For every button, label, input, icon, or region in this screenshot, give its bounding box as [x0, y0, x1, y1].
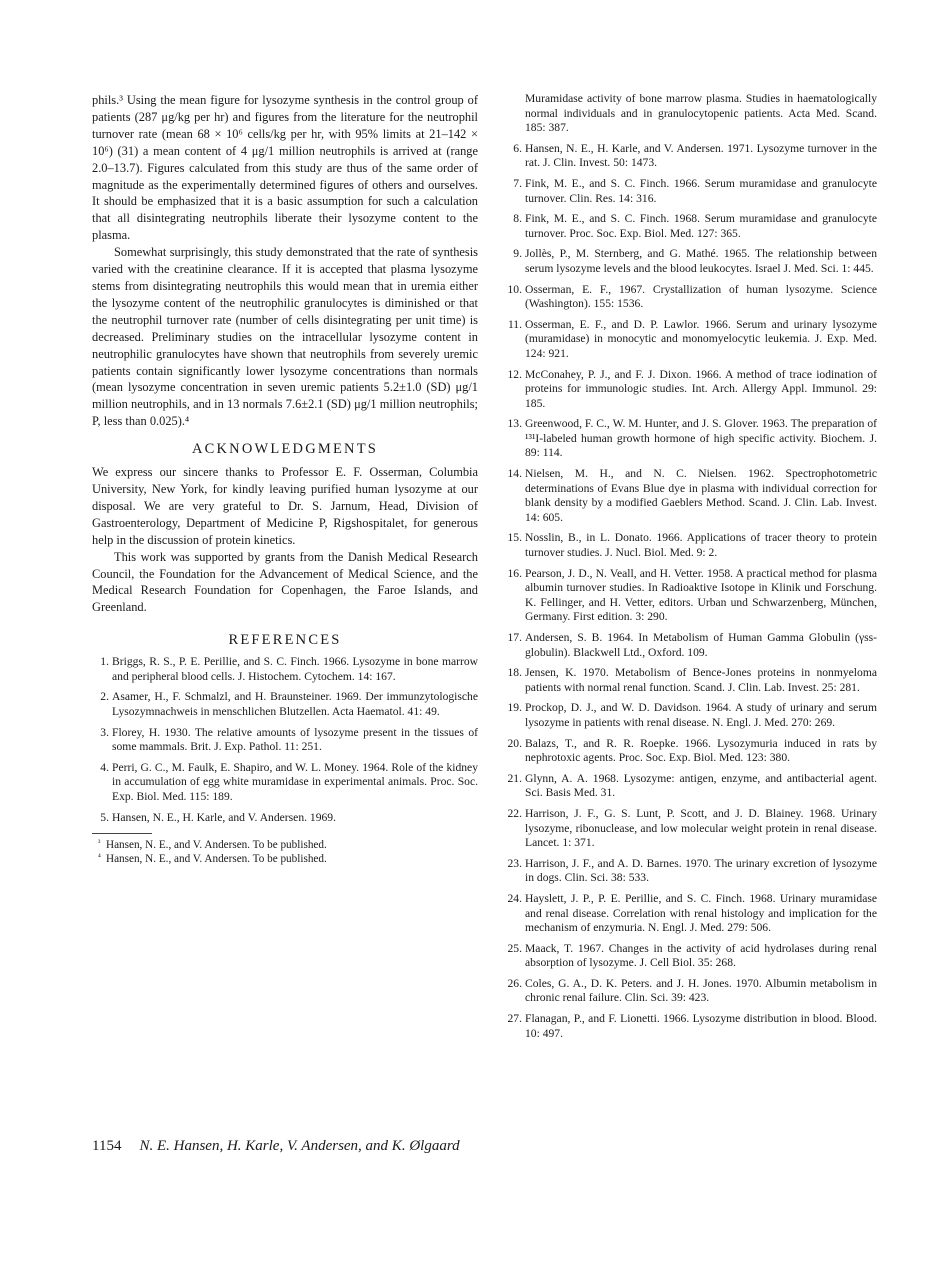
reference-item — [505, 892, 877, 936]
reference-item — [505, 807, 877, 851]
acknowledgments-heading: ACKNOWLEDGMENTS — [191, 441, 379, 458]
reference-number: 2. — [100, 690, 109, 704]
references-list-left — [92, 655, 478, 825]
reference-number: 5. — [100, 810, 109, 824]
footnote-text: Hansen, N. E., and V. Andersen. To be published. — [106, 839, 327, 852]
reference-item — [505, 567, 877, 625]
reference-number: 4. — [100, 760, 109, 774]
reference-item — [505, 531, 877, 560]
reference-item — [505, 1012, 877, 1041]
footnote-3 — [98, 838, 478, 852]
reference-item — [92, 761, 478, 805]
reference-text: Osserman, E. F., and D. P. Lawlor. 1966. Serum and urinary lysozyme (muramidase) in monocytic and monomyelocytic leukemia. J. Exp. Med. 124: 921. — [525, 317, 877, 360]
reference-text: Andersen, S. B. 1964. In Metabolism of Human Gamma Globulin (γss-globulin). Blackwell Ltd., Oxford. 109. — [525, 631, 877, 659]
reference-number: 16. — [507, 566, 522, 580]
reference-text: Jollès, P., M. Sternberg, and G. Mathé. 1965. The relationship between serum lysozyme levels and the blood leukocytes. Israel J. Med. Sci. 1: 445. — [525, 247, 877, 275]
reference-number: 8. — [513, 212, 522, 226]
reference-item — [505, 142, 877, 171]
reference-number: 12. — [507, 367, 522, 381]
reference-item — [505, 631, 877, 660]
reference-item — [505, 977, 877, 1006]
reference-number: 24. — [507, 891, 522, 905]
reference-number: 1. — [100, 655, 109, 669]
reference-number: 11. — [507, 317, 522, 331]
reference-number: 14. — [507, 467, 522, 481]
reference-number: 25. — [507, 941, 522, 955]
reference-text: Hansen, N. E., H. Karle, and V. Andersen. 1971. Lysozyme turnover in the rat. J. Clin. Invest. 50: 1473. — [525, 141, 877, 170]
reference-item — [505, 857, 877, 886]
reference-number: 9. — [513, 247, 522, 261]
reference-text: Pearson, J. D., N. Veall, and H. Vetter. 1958. A practical method for plasma albumin turnover studies. In Radioaktive Isotope in Klinik und Forschung. K. Fellinger, and H. Vetter, editors. Urban und Schwarzenberg, München, Germany. First edition. 3: 290. — [525, 566, 877, 624]
reference-number: 20. — [507, 736, 522, 750]
reference-text: Asamer, H., F. Schmalzl, and H. Braunsteiner. 1969. Der immunzytologische Lysozymnachweis in menschlichen Blutzellen. Acta Haematol. 41: 49. — [112, 690, 478, 719]
reference-text: Fink, M. E., and S. C. Finch. 1966. Serum muramidase and granulocyte turnover. Clin. Res. 14: 316. — [525, 176, 877, 205]
reference-text: Prockop, D. J., and W. D. Davidson. 1964. A study of urinary and serum lysozyme in patients with renal disease. N. Engl. J. Med. 270: 269. — [525, 701, 877, 729]
reference-number: 3. — [100, 725, 109, 739]
reference-item — [505, 283, 877, 312]
reference-text: Balazs, T., and R. R. Roepke. 1966. Lysozymuria induced in rats by nephrotoxic agents. Proc. Soc. Exp. Biol. Med. 123: 380. — [525, 736, 877, 765]
reference-continuation: Muramidase activity of bone marrow plasma. Studies in haematologically normal individuals and in granulocytopenic patients. Acta Med. Scand. 185: 387. — [525, 92, 877, 135]
reference-text: Hansen, N. E., H. Karle, and V. Andersen. 1969. — [112, 810, 336, 824]
reference-item — [505, 701, 877, 730]
acknowledgments-paragraph-1: We express our sincere thanks to Professor E. F. Osserman, Columbia University, New York, for kindly leaving purified human lysozyme at our disposal. We are very grateful to Dr. S. Jarnum, Head, Division of Gastroenterology, Department of Medicine P, Rigshospitalet, for generous help in the discussion of protein kinetics. — [92, 465, 478, 547]
reference-number: 15. — [507, 531, 522, 545]
references-heading: REFERENCES — [228, 632, 342, 649]
reference-text: Harrison, J. F., G. S. Lunt, P. Scott, and J. D. Blainey. 1968. Urinary lysozyme, ribonuclease, and low molecular weight protein in renal disease. Lancet. 1: 371. — [525, 806, 877, 850]
reference-item — [92, 690, 478, 719]
reference-text: Briggs, R. S., P. E. Perillie, and S. C. Finch. 1966. Lysozyme in bone marrow and peripheral blood cells. J. Histochem. Cytochem. 14: 167. — [112, 655, 478, 683]
body-paragraph-1: phils.³ Using the mean figure for lysozyme synthesis in the control group of patients (287 μg/kg per hr) and figures from the literature for the neutrophil turnover rate (mean 68 × 10⁶ cells/kg per hr, with 95% limits at 21–142 × 10⁶) (31) a mean content of 4 μg/1 million neutrophils is arrived at (range 2.0–13.7). Figures calculated from this study are thus of the same order of magnitude as the experimentally determined figures of others and ourselves. It should be emphasized that it is a basic assumption for such a calculation that all disintegrating neutrophils liberate their lysozyme content to the plasma. — [92, 93, 478, 243]
reference-text: Glynn, A. A. 1968. Lysozyme: antigen, enzyme, and antibacterial agent. Sci. Basis Med. 31. — [525, 771, 877, 800]
reference-text: Jensen, K. 1970. Metabolism of Bence-Jones proteins in nonmyeloma patients with normal renal function. Scand. J. Clin. Lab. Invest. 25: 281. — [525, 666, 877, 694]
reference-number: 18. — [507, 666, 522, 680]
footnote-mark: ⁴ — [98, 852, 101, 862]
reference-item — [505, 368, 877, 412]
acknowledgments-paragraph-2: This work was supported by grants from the Danish Medical Research Council, the Foundation for the Advancement of Medical Science, and the Medical Research Foundation for Copenhagen, the Faroe Islands, and Greenland. — [92, 549, 478, 615]
reference-item — [505, 772, 877, 801]
reference-item — [505, 247, 877, 276]
reference-text: Osserman, E. F., 1967. Crystallization of human lysozyme. Science (Washington). 155: 1536. — [525, 282, 877, 311]
reference-item — [505, 737, 877, 766]
reference-text: Flanagan, P., and F. Lionetti. 1966. Lysozyme distribution in blood. Blood. 10: 497. — [525, 1012, 877, 1040]
reference-text: Maack, T. 1967. Changes in the activity of acid hydrolases during renal absorption of lysozyme. J. Cell Biol. 35: 268. — [525, 941, 877, 970]
footnote-text: Hansen, N. E., and V. Andersen. To be published. — [106, 853, 327, 866]
reference-item — [92, 811, 478, 826]
reference-number: 17. — [507, 631, 522, 644]
reference-item — [505, 467, 877, 525]
reference-item — [505, 417, 877, 461]
reference-item — [505, 942, 877, 971]
reference-text: Coles, G. A., D. K. Peters. and J. H. Jones. 1970. Albumin metabolism in chronic renal failure. Clin. Sci. 39: 423. — [525, 976, 877, 1005]
reference-number: 26. — [507, 976, 522, 990]
reference-item — [505, 177, 877, 206]
footnote-mark: ³ — [98, 838, 101, 848]
reference-number: 21. — [507, 771, 522, 785]
page-footer — [92, 1138, 882, 1155]
reference-text: Fink, M. E., and S. C. Finch. 1968. Serum muramidase and granulocyte turnover. Proc. Soc. Exp. Biol. Med. 127: 365. — [525, 212, 877, 240]
page-number: 1154 — [92, 1138, 122, 1154]
reference-text: Hayslett, J. P., P. E. Perillie, and S. C. Finch. 1968. Urinary muramidase and renal disease. Correlation with renal histology and implication for the mechanism of enzymuria. N. Engl. J. Med. 279: 506. — [525, 891, 877, 935]
running-authors: N. E. Hansen, H. Karle, V. Andersen, and K. Ølgaard — [139, 1138, 460, 1154]
references-list-right — [505, 142, 877, 1041]
reference-number: 22. — [507, 806, 522, 820]
body-paragraph-2: Somewhat surprisingly, this study demonstrated that the rate of synthesis varied with the creatinine clearance. If it is accepted that plasma lysozyme stems from disintegrating neutrophils this would mean that in uremia either the lysozyme content of the neutrophilic granulocytes is diminished or that the neutrophil turnover rate (number of cells disintegrating per unit time) is decreased. Preliminary studies on the intracellular lysozyme content in neutrophilic granulocytes have shown that neutrophils from severely uremic patients contain significantly lower lysozyme concentrations than normals (mean lysozyme concentration in seven uremic patients 5.2±1.0 (SD) μg/1 million neutrophils, and in 13 normals 7.6±2.1 (SD) μg/1 million neutrophils; P, less than 0.025).⁴ — [92, 245, 478, 429]
reference-text: Greenwood, F. C., W. M. Hunter, and J. S. Glover. 1963. The preparation of ¹³¹I-labeled human growth hormone of high specific activity. Biochem. J. 89: 114. — [525, 417, 877, 460]
left-column — [92, 92, 478, 866]
reference-text: Harrison, J. F., and A. D. Barnes. 1970. The urinary excretion of lysozyme in dogs. Clin. Sci. 38: 533. — [525, 856, 877, 885]
reference-text: McConahey, P. J., and F. J. Dixon. 1966. A method of trace iodination of proteins for immunologic studies. Int. Arch. Allergy Appl. Immunol. 29: 185. — [525, 367, 877, 410]
reference-number: 6. — [513, 141, 522, 155]
right-column — [505, 92, 877, 1047]
reference-number: 23. — [507, 856, 522, 870]
reference-number: 10. — [507, 282, 522, 296]
reference-item — [92, 726, 478, 755]
reference-text: Nosslin, B., in L. Donato. 1966. Applications of tracer theory to protein turnover studies. J. Nucl. Biol. Med. 9: 2. — [525, 531, 877, 560]
footnote-4 — [98, 852, 478, 866]
reference-number: 13. — [507, 417, 522, 431]
reference-number: 7. — [513, 176, 522, 190]
reference-text: Perri, G. C., M. Faulk, E. Shapiro, and W. L. Money. 1964. Role of the kidney in accumulation of egg white muramidase in experimental animals. Proc. Soc. Exp. Biol. Med. 115: 189. — [112, 760, 478, 804]
footnote-divider — [92, 833, 152, 834]
reference-item — [92, 655, 478, 684]
reference-item — [505, 666, 877, 695]
reference-item — [505, 318, 877, 362]
reference-number: 27. — [507, 1012, 522, 1026]
reference-number: 19. — [507, 701, 522, 715]
reference-text: Nielsen, M. H., and N. C. Nielsen. 1962. Spectrophotometric determinations of Evans Blue dye in plasma with individual correction for blank density by a modified Gaeblers Method. Scand. J. Clin. Lab. Invest. 14: 605. — [525, 467, 877, 524]
reference-text: Florey, H. 1930. The relative amounts of lysozyme present in the tissues of some mammals. Brit. J. Exp. Pathol. 11: 251. — [112, 725, 478, 754]
reference-item — [505, 212, 877, 241]
